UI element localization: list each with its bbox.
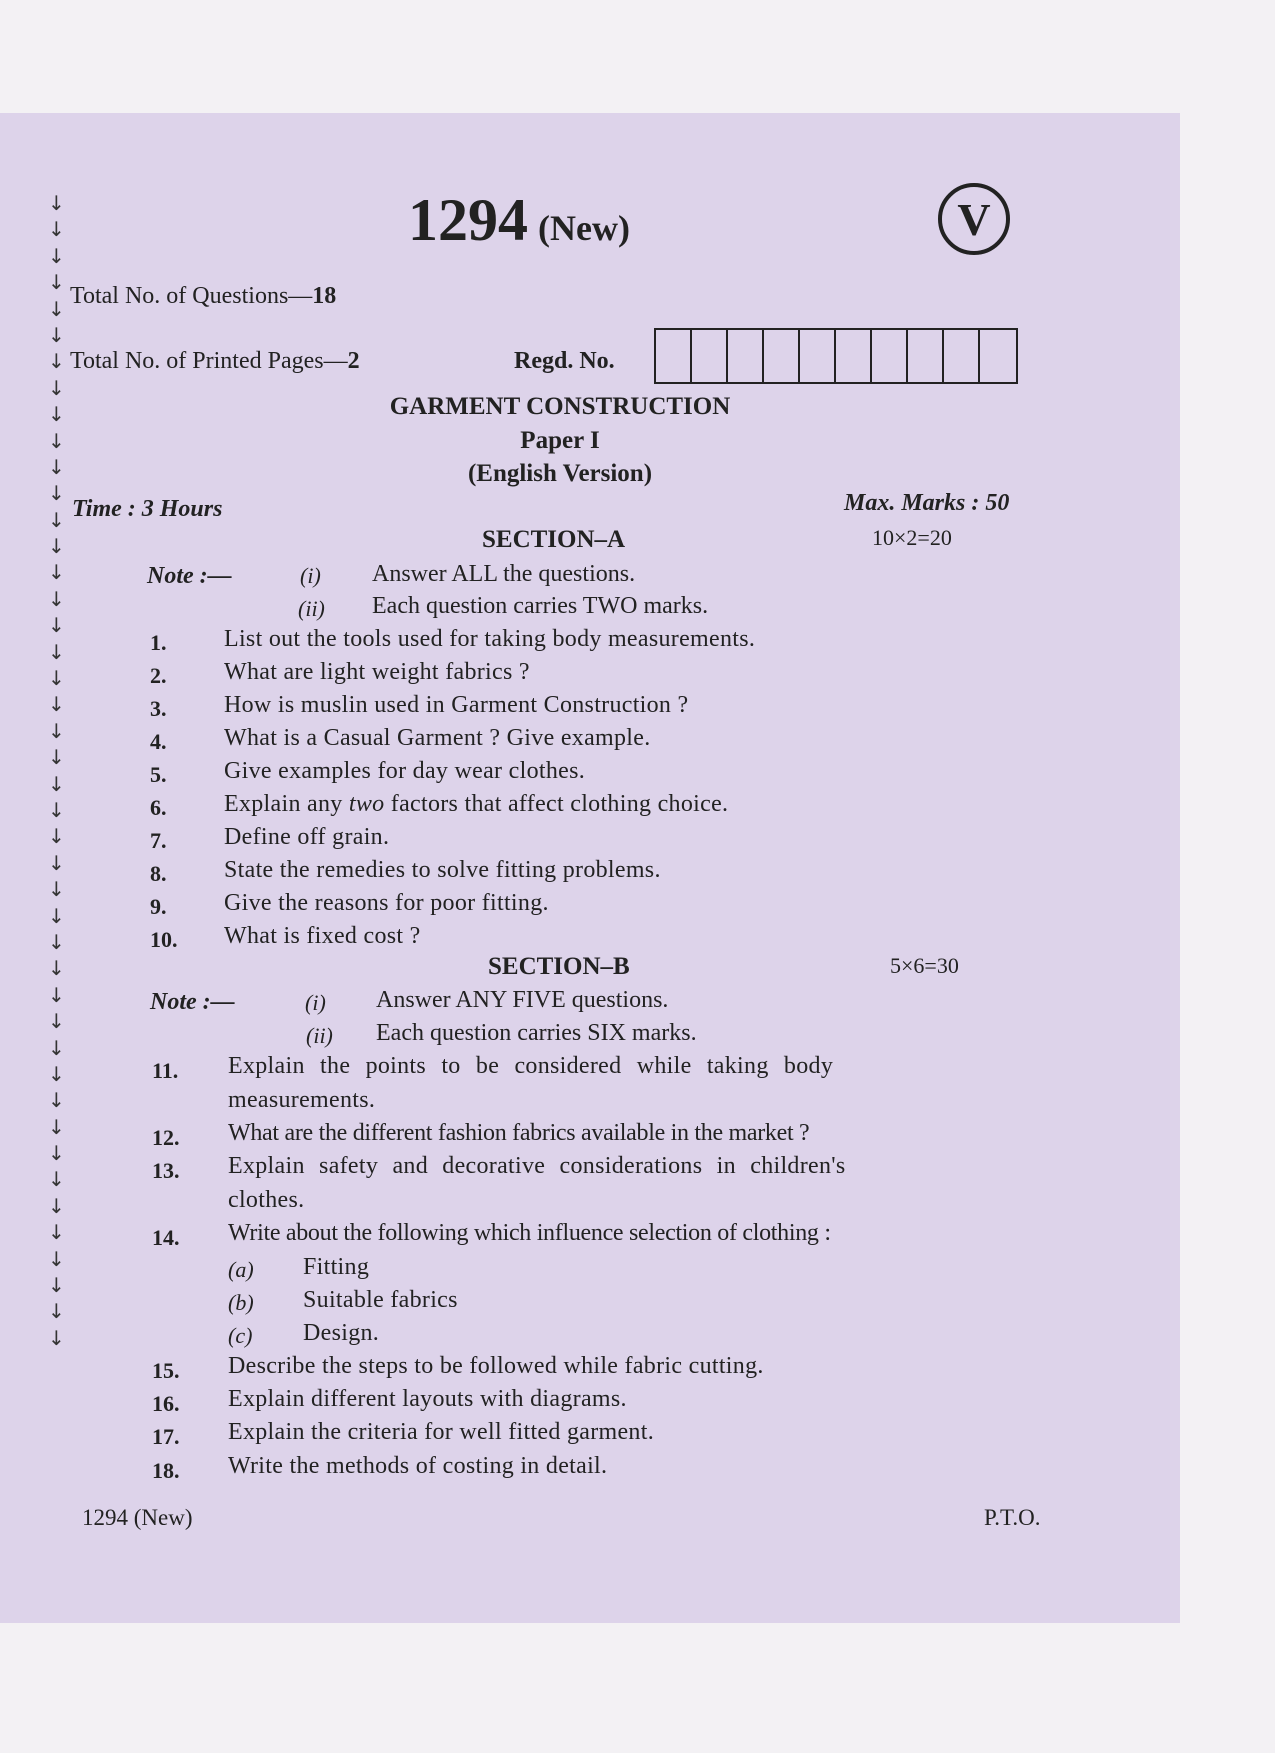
question-number: 16. — [152, 1391, 180, 1416]
regd-digit-box[interactable] — [908, 330, 944, 382]
max-marks: Max. Marks : 50 — [844, 490, 1010, 516]
question-number: 7. — [150, 828, 167, 853]
margin-arrow-icon: ↓ — [48, 929, 65, 954]
question-text: List out the tools used for taking body measurements. — [224, 626, 756, 652]
question-number: 5. — [150, 762, 167, 787]
question-number: 12. — [152, 1125, 180, 1150]
question-text-continued: measurements. — [228, 1087, 376, 1113]
total-questions-value: 18 — [312, 283, 337, 309]
section-a-note-num: (i) — [300, 563, 321, 588]
margin-arrow-icon: ↓ — [48, 824, 65, 849]
language-version: (English Version) — [467, 460, 653, 487]
margin-arrow-icon: ↓ — [48, 296, 65, 321]
section-a-marks: 10×2=20 — [872, 525, 952, 550]
version-circle — [938, 183, 1010, 255]
regd-digit-box[interactable] — [656, 330, 692, 382]
margin-arrow-icon: ↓ — [48, 349, 65, 374]
section-b-note-label: Note :— — [150, 989, 235, 1015]
footer-pto: P.T.O. — [984, 1505, 1041, 1530]
margin-arrow-icon: ↓ — [48, 322, 65, 347]
question-number: 13. — [152, 1158, 180, 1183]
question-number: 8. — [150, 861, 167, 886]
question-text: What are light weight fabrics ? — [224, 659, 530, 685]
section-b-note-text: Answer ANY FIVE questions. — [376, 987, 669, 1013]
footer-paper-code: 1294 (New) — [82, 1505, 193, 1530]
margin-arrow-icon: ↓ — [48, 1246, 65, 1271]
question-text-emphasis: two — [348, 791, 385, 817]
question-text: Define off grain. — [224, 824, 390, 850]
margin-arrow-icon: ↓ — [48, 1088, 65, 1113]
margin-arrow-icon: ↓ — [48, 877, 65, 902]
margin-arrow-icon: ↓ — [48, 613, 65, 638]
question-number: 18. — [152, 1458, 180, 1483]
section-a-note-label: Note :— — [147, 563, 232, 589]
question-number: 1. — [150, 630, 167, 655]
margin-arrow-icon: ↓ — [48, 771, 65, 796]
section-a-title: SECTION–A — [482, 526, 626, 553]
total-pages — [70, 348, 360, 375]
question-number: 17. — [152, 1424, 180, 1449]
question-number: 3. — [150, 696, 167, 721]
question-text-continued: clothes. — [228, 1187, 305, 1213]
option-letter: (a) — [228, 1257, 254, 1282]
margin-arrow-icon: ↓ — [48, 982, 65, 1007]
question-text: Explain safety and decorative considerations in children's — [228, 1153, 846, 1179]
margin-arrow-icon: ↓ — [48, 850, 65, 875]
question-text: Explain the points to be considered while taking body — [228, 1053, 834, 1079]
question-number: 10. — [150, 927, 178, 952]
option-letter: (b) — [228, 1290, 254, 1315]
margin-arrow-icon: ↓ — [48, 560, 65, 585]
margin-arrow-icon: ↓ — [48, 1273, 65, 1298]
section-b-marks: 5×6=30 — [890, 953, 959, 978]
question-text-part: factors that affect clothing choice. — [384, 791, 729, 817]
paper-code: 1294 — [408, 187, 528, 253]
total-questions — [70, 283, 336, 310]
total-pages-label: Total No. of Printed Pages— — [70, 348, 348, 374]
version-tag: (New) — [538, 208, 630, 248]
margin-arrow-icon: ↓ — [48, 428, 65, 453]
subject-title: GARMENT CONSTRUCTION — [389, 393, 731, 420]
option-text: Design. — [303, 1320, 380, 1346]
margin-arrow-icon: ↓ — [48, 507, 65, 532]
margin-arrow-icon: ↓ — [48, 1061, 65, 1086]
section-b-note-num: (ii) — [306, 1023, 333, 1048]
option-letter: (c) — [228, 1323, 253, 1348]
margin-arrow-icon: ↓ — [48, 745, 65, 770]
question-text: State the remedies to solve fitting problems. — [224, 857, 661, 883]
margin-arrow-icon: ↓ — [48, 1009, 65, 1034]
margin-arrow-icon: ↓ — [48, 1114, 65, 1139]
margin-arrow-icon: ↓ — [48, 586, 65, 611]
margin-arrow-icon: ↓ — [48, 797, 65, 822]
question-number: 14. — [152, 1225, 180, 1250]
regd-number-boxes[interactable] — [654, 328, 1018, 384]
option-text: Suitable fabrics — [303, 1287, 458, 1313]
version-letter: V — [957, 193, 991, 245]
margin-arrow-icon: ↓ — [48, 1035, 65, 1060]
question-text: What is fixed cost ? — [224, 923, 421, 949]
option-text: Fitting — [303, 1254, 370, 1280]
margin-arrow-icon: ↓ — [48, 217, 65, 242]
question-number: 4. — [150, 729, 167, 754]
question-text: Give examples for day wear clothes. — [224, 758, 586, 784]
question-text: What is a Casual Garment ? Give example. — [224, 725, 651, 751]
margin-arrow-icon: ↓ — [48, 402, 65, 427]
section-b-note-text: Each question carries SIX marks. — [376, 1020, 697, 1046]
question-number: 15. — [152, 1358, 180, 1383]
paper-title: Paper I — [520, 427, 600, 454]
question-number: 11. — [152, 1058, 179, 1083]
margin-arrow-icon: ↓ — [48, 1325, 65, 1350]
section-a-note-num: (ii) — [298, 596, 325, 621]
regd-digit-box[interactable] — [944, 330, 980, 382]
regd-digit-box[interactable] — [728, 330, 764, 382]
total-questions-label: Total No. of Questions— — [70, 283, 313, 309]
question-text: How is muslin used in Garment Construction ? — [224, 692, 689, 718]
question-text-part: Explain any — [224, 791, 349, 817]
question-text: Describe the steps to be followed while fabric cutting. — [228, 1353, 764, 1379]
regd-digit-box[interactable] — [872, 330, 908, 382]
section-b-note-num: (i) — [305, 990, 326, 1015]
regd-label: Regd. No. — [514, 348, 615, 374]
time-allowed: Time : 3 Hours — [72, 496, 223, 522]
section-a-note-text: Each question carries TWO marks. — [372, 593, 709, 619]
margin-arrow-icon: ↓ — [48, 1193, 65, 1218]
question-text: What are the different fashion fabrics available in the market ? — [228, 1120, 810, 1146]
margin-arrow-icon: ↓ — [48, 903, 65, 928]
question-number: 2. — [150, 663, 167, 688]
regd-digit-box[interactable] — [836, 330, 872, 382]
question-number: 9. — [150, 894, 167, 919]
margin-arrow-icon: ↓ — [48, 692, 65, 717]
regd-digit-box[interactable] — [980, 330, 1016, 382]
margin-arrow-icon: ↓ — [48, 1141, 65, 1166]
question-text: Explain different layouts with diagrams. — [228, 1386, 627, 1412]
margin-arrow-icon: ↓ — [48, 639, 65, 664]
margin-arrow-icon: ↓ — [48, 1299, 65, 1324]
question-text — [224, 791, 728, 818]
margin-arrow-icon: ↓ — [48, 666, 65, 691]
margin-arrow-icon: ↓ — [48, 243, 65, 268]
margin-arrow-icon: ↓ — [48, 375, 65, 400]
margin-arrow-icon: ↓ — [48, 1167, 65, 1192]
question-text: Give the reasons for poor fitting. — [224, 890, 549, 916]
total-pages-value: 2 — [347, 348, 360, 374]
regd-digit-box[interactable] — [692, 330, 728, 382]
section-a-note-text: Answer ALL the questions. — [372, 561, 636, 587]
margin-arrow-icon: ↓ — [48, 191, 65, 215]
margin-arrow-icon: ↓ — [48, 270, 65, 295]
margin-arrow-icon: ↓ — [48, 956, 65, 981]
margin-arrow-icon: ↓ — [48, 718, 65, 743]
regd-digit-box[interactable] — [764, 330, 800, 382]
question-number: 6. — [150, 795, 167, 820]
margin-arrow-icon: ↓ — [48, 1220, 65, 1245]
question-text: Explain the criteria for well fitted garment. — [228, 1419, 654, 1445]
regd-digit-box[interactable] — [800, 330, 836, 382]
margin-arrow-icon: ↓ — [48, 534, 65, 559]
margin-arrow-icon: ↓ — [48, 481, 65, 506]
paper-code-heading — [408, 186, 630, 255]
margin-arrow-icon: ↓ — [48, 454, 65, 479]
question-text: Write the methods of costing in detail. — [228, 1453, 608, 1479]
section-b-title: SECTION–B — [488, 953, 630, 980]
question-text: Write about the following which influence selection of clothing : — [228, 1220, 831, 1246]
